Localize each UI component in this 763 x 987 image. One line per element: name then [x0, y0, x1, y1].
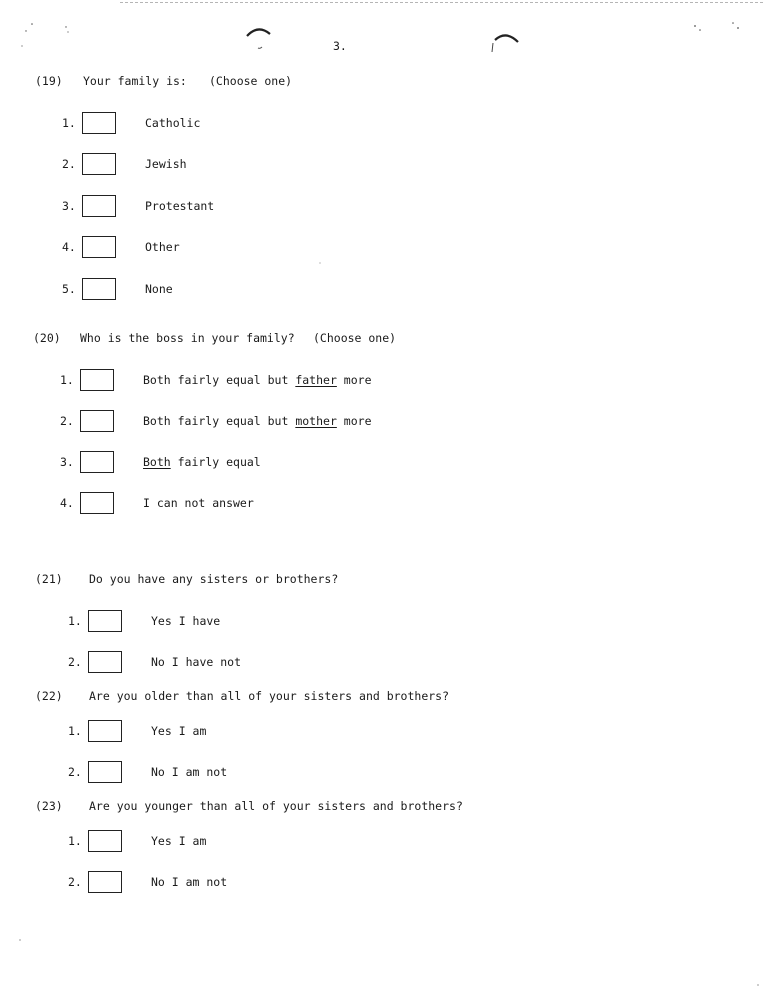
q20-option-2-checkbox[interactable]: [80, 410, 114, 432]
q20-option-2-label-post: more: [336, 414, 372, 428]
q20-option-3-label-post: fairly equal: [170, 455, 261, 469]
q20-option-4-label: I can not answer: [143, 496, 254, 510]
q19-option-4-label: Other: [145, 240, 180, 254]
q20-option-1-label-post: more: [336, 373, 372, 387]
q19-option-1-label: Catholic: [145, 116, 201, 130]
q23-option-2-checkbox[interactable]: [88, 871, 122, 893]
q20-option-4-number: 4.: [60, 496, 74, 510]
question-20-instruction: (Choose one): [313, 331, 397, 345]
q20-option-2-label: [143, 415, 372, 428]
question-21-text: Do you have any sisters or brothers?: [89, 572, 339, 586]
q20-option-4-checkbox[interactable]: [80, 492, 114, 514]
q20-option-2-label-emphasis: mother: [295, 414, 337, 428]
q20-option-1-number: 1.: [60, 373, 74, 387]
q19-option-4-number: 4.: [62, 240, 76, 254]
question-22-text: Are you older than all of your sisters and brothers?: [89, 689, 450, 703]
question-23-text: Are you younger than all of your sisters and brothers?: [89, 799, 463, 813]
q20-option-1-label-emphasis: father: [295, 373, 337, 387]
q23-option-1-checkbox[interactable]: [88, 830, 122, 852]
question-20-number: (20): [33, 331, 61, 345]
q19-option-4-checkbox[interactable]: [82, 236, 116, 258]
q22-option-2-checkbox[interactable]: [88, 761, 122, 783]
q22-option-1-checkbox[interactable]: [88, 720, 122, 742]
q23-option-1-label: Yes I am: [151, 834, 207, 848]
page-number: 3.: [333, 39, 347, 53]
q20-option-2-number: 2.: [60, 414, 74, 428]
q21-option-1-checkbox[interactable]: [88, 610, 122, 632]
question-19-number: (19): [35, 74, 63, 88]
q21-option-2-checkbox[interactable]: [88, 651, 122, 673]
question-22-number: (22): [35, 689, 63, 703]
q19-option-5-label: None: [145, 282, 173, 296]
q20-option-1-label-pre: Both fairly equal but: [143, 373, 296, 387]
q20-option-3-number: 3.: [60, 455, 74, 469]
q21-option-2-number: 2.: [68, 655, 82, 669]
question-20-text: Who is the boss in your family?: [80, 331, 295, 345]
q22-option-2-label: No I am not: [151, 765, 228, 779]
q19-option-1-number: 1.: [62, 116, 76, 130]
q20-option-3-checkbox[interactable]: [80, 451, 114, 473]
q19-option-2-number: 2.: [62, 157, 76, 171]
q21-option-1-label: Yes I have: [151, 614, 221, 628]
q23-option-1-number: 1.: [68, 834, 82, 848]
q19-option-3-checkbox[interactable]: [82, 195, 116, 217]
q20-option-1-label: [143, 374, 372, 387]
q19-option-3-number: 3.: [62, 199, 76, 213]
q22-option-1-number: 1.: [68, 724, 82, 738]
question-21-number: (21): [35, 572, 63, 586]
q21-option-1-number: 1.: [68, 614, 82, 628]
question-23-number: (23): [35, 799, 63, 813]
q23-option-2-number: 2.: [68, 875, 82, 889]
q21-option-2-label: No I have not: [151, 655, 242, 669]
q19-option-2-label: Jewish: [145, 157, 187, 171]
q22-option-1-label: Yes I am: [151, 724, 207, 738]
q19-option-1-checkbox[interactable]: [82, 112, 116, 134]
q19-option-3-label: Protestant: [145, 199, 215, 213]
q20-option-1-checkbox[interactable]: [80, 369, 114, 391]
question-19-instruction: (Choose one): [209, 74, 293, 88]
q23-option-2-label: No I am not: [151, 875, 228, 889]
question-19-text: Your family is:: [83, 74, 187, 88]
q19-option-2-checkbox[interactable]: [82, 153, 116, 175]
q20-option-3-label-emphasis: Both: [143, 455, 171, 469]
q19-option-5-checkbox[interactable]: [82, 278, 116, 300]
q19-option-5-number: 5.: [62, 282, 76, 296]
q20-option-2-label-pre: Both fairly equal but: [143, 414, 296, 428]
q20-option-3-label: [143, 456, 261, 469]
q22-option-2-number: 2.: [68, 765, 82, 779]
